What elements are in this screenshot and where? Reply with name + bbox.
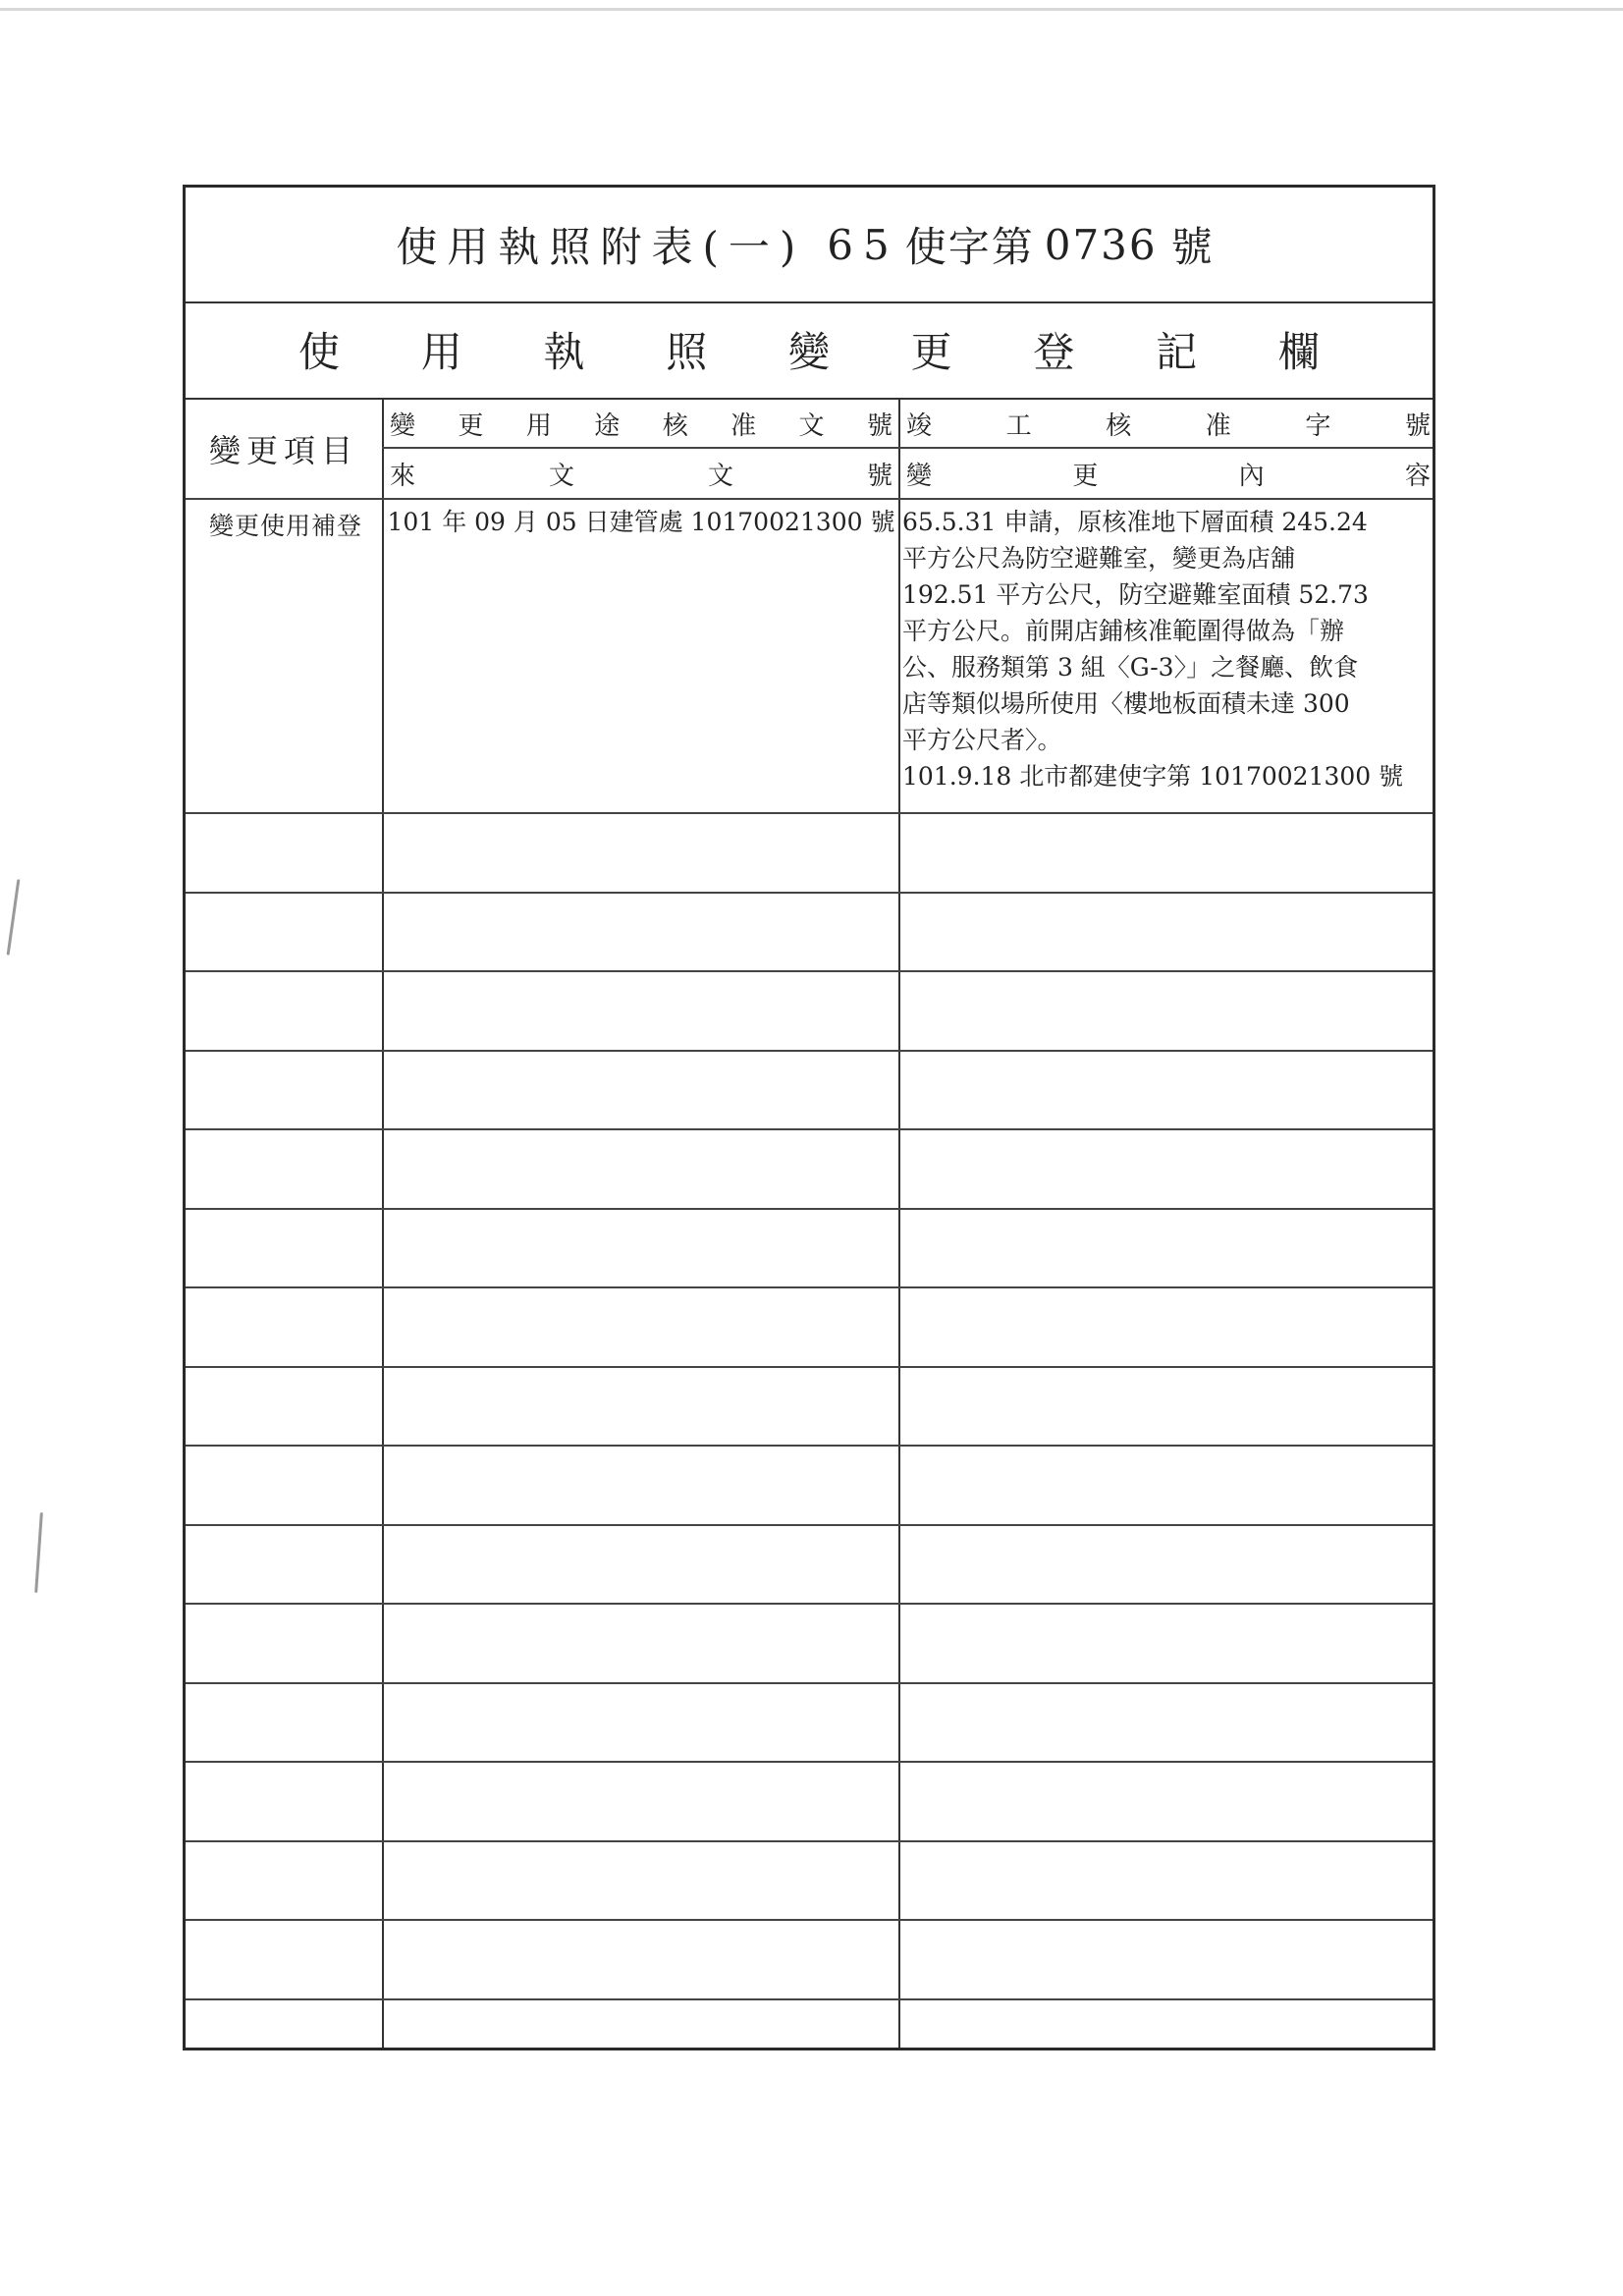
entry-reference-number: 101 年 09 月 05 日建管處 10170021300 號 — [387, 508, 895, 536]
title-char: 表 — [651, 223, 703, 271]
row-divider — [186, 1682, 1433, 1684]
content-line: 平方公尺者〉。 — [902, 726, 1062, 754]
header-char: 號 — [866, 410, 893, 441]
header-incoming-doc-number — [386, 451, 896, 496]
title-char: 65 — [827, 220, 899, 269]
row-divider — [186, 1998, 1433, 2000]
subtitle-char: 用 — [420, 328, 462, 376]
title-char: (一) — [702, 223, 806, 271]
row-divider — [186, 970, 1433, 972]
header-char: 號 — [866, 461, 893, 491]
subtitle-char: 使 — [298, 328, 341, 376]
header-completion-approval-number — [902, 400, 1434, 447]
subtitle-char: 更 — [910, 328, 952, 376]
header-char: 字 — [1305, 410, 1331, 441]
row-divider — [186, 892, 1433, 894]
margin-mark — [34, 1512, 43, 1593]
header-char: 核 — [662, 410, 688, 441]
subtitle-char: 登 — [1033, 328, 1075, 376]
subtitle-char: 照 — [666, 328, 708, 376]
row-divider — [186, 1128, 1433, 1130]
margin-mark — [7, 879, 21, 956]
title-char: 使 — [396, 223, 448, 271]
header-char: 工 — [1005, 410, 1032, 441]
title-char: 執 — [498, 223, 550, 271]
subtitle-char: 變 — [787, 328, 830, 376]
content-line: 192.51 平方公尺，防空避難室面積 52.73 — [902, 580, 1369, 609]
registration-form — [183, 185, 1435, 2050]
row-divider — [186, 812, 1433, 814]
header-char: 核 — [1106, 410, 1132, 441]
title-char: 0736 — [1044, 220, 1158, 269]
content-line: 店等類似場所使用〈樓地板面積未達 300 — [902, 689, 1350, 718]
header-char: 用 — [525, 410, 552, 441]
header-char: 准 — [1205, 410, 1231, 441]
header-char: 變 — [906, 461, 933, 491]
row-divider — [186, 1286, 1433, 1288]
subtitle-char: 執 — [543, 328, 585, 376]
header-char: 號 — [1404, 410, 1431, 441]
title-char: 用 — [447, 223, 499, 271]
header-approval-doc-number — [386, 400, 896, 447]
form-title — [186, 188, 1433, 303]
row-divider — [186, 1603, 1433, 1605]
row-divider — [186, 1761, 1433, 1763]
entry-change-content — [902, 504, 1434, 794]
header-change-item: 變更項目 — [208, 431, 358, 469]
subtitle-char: 記 — [1156, 328, 1198, 376]
row-divider — [186, 498, 1433, 500]
column-divider — [898, 398, 900, 2048]
row-divider — [186, 1840, 1433, 1842]
row-divider — [382, 447, 1433, 449]
header-char: 更 — [458, 410, 484, 441]
content-line: 公、服務類第 3 組〈G-3〉」之餐廳、飲食 — [902, 653, 1359, 682]
header-char: 更 — [1072, 461, 1099, 491]
title-char: 照 — [549, 223, 601, 271]
header-char: 文 — [548, 461, 574, 491]
scan-edge — [0, 8, 1623, 11]
header-char: 文 — [707, 461, 733, 491]
subtitle-char: 欄 — [1277, 328, 1320, 376]
title-char: 使字第 — [904, 223, 1035, 271]
row-divider — [186, 1050, 1433, 1052]
row-divider — [186, 1919, 1433, 1921]
title-char: 號 — [1170, 223, 1222, 271]
header-char: 竣 — [906, 410, 933, 441]
content-line: 平方公尺。前開店鋪核准範圍得做為「辦 — [902, 617, 1345, 645]
header-char: 准 — [730, 410, 757, 441]
column-divider — [382, 398, 384, 2048]
header-char: 容 — [1404, 461, 1431, 491]
row-divider — [186, 1208, 1433, 1210]
content-line: 65.5.31 申請，原核准地下層面積 245.24 — [902, 508, 1368, 536]
content-line: 平方公尺為防空避難室，變更為店舖 — [902, 544, 1296, 573]
row-divider — [186, 1524, 1433, 1526]
header-char: 途 — [594, 410, 621, 441]
form-subtitle — [186, 301, 1433, 400]
header-char: 來 — [390, 461, 416, 491]
header-change-content — [902, 451, 1434, 496]
header-char: 內 — [1238, 461, 1265, 491]
row-divider — [186, 1445, 1433, 1447]
content-line: 101.9.18 北市都建使字第 10170021300 號 — [902, 762, 1404, 791]
header-char: 文 — [798, 410, 825, 441]
header-char: 變 — [390, 410, 416, 441]
title-char: 附 — [600, 223, 652, 271]
entry-change-item: 變更使用補登 — [208, 512, 362, 540]
row-divider — [186, 1366, 1433, 1368]
